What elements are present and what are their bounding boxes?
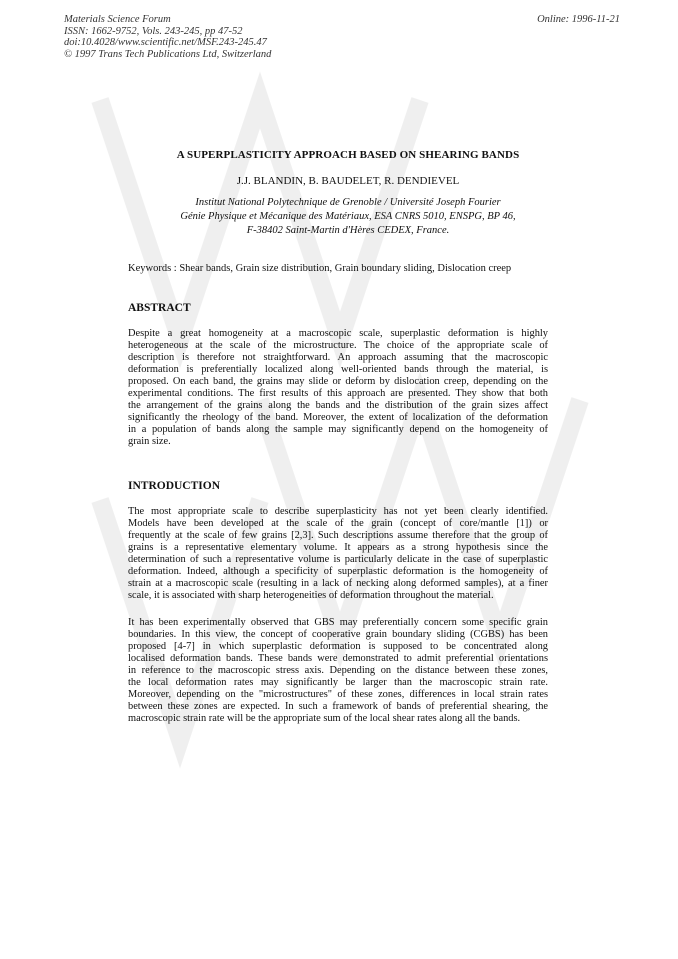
text-line: strain at a macroscopic scale (resulting in a lack of necking along deformed samples), at a finer: [128, 578, 548, 589]
text-line: The most appropriate scale to describe superplasticity has not yet been clearly identified.: [128, 506, 548, 517]
text-line: description is therefore not straightforward. An approach assuming that the macroscopic: [128, 352, 548, 363]
text-line: Despite a great homogeneity at a macroscopic scale, superplastic deformation is highly: [128, 328, 548, 339]
paper-title: A SUPERPLASTICITY APPROACH BASED ON SHEARING BANDS: [176, 149, 520, 161]
text-line: deformation is preferentially localized along well-oriented bands through the material, is: [128, 364, 548, 375]
affiliation-line: F-38402 Saint-Martin d'Hères CEDEX, France.: [246, 225, 450, 236]
online-date: Online: 1996-11-21: [537, 14, 620, 25]
abstract-heading: ABSTRACT: [128, 302, 191, 314]
introduction-paragraph-2: [128, 617, 548, 725]
affiliation: [128, 196, 568, 238]
text-line: the arrangement of the grains along the bands and the distribution of the grain sizes affect: [128, 400, 548, 411]
text-line: macroscopic strain rate will be the appropriate sum of the local shear rates along all the bands.: [128, 713, 521, 724]
text-line: localised deformation bands. These bands were demonstrated to admit preferential orientations: [128, 653, 548, 664]
paper-authors: J.J. BLANDIN, B. BAUDELET, R. DENDIEVEL: [236, 175, 460, 187]
text-line: the local deformation rates may significantly be larger than the macroscopic strain rate.: [128, 677, 548, 688]
journal-name: Materials Science Forum: [64, 14, 171, 25]
text-line: determination of such a representative volume is particularly delicate in the case of superplastic: [128, 554, 548, 565]
text-line: grain size.: [128, 436, 171, 447]
text-line: proposed. On each band, the grains may slide or deform by dislocation creep, depending on the: [128, 376, 548, 387]
text-line: experimental conditions. The first results of this approach are presented. They show that both: [128, 388, 548, 399]
text-line: Models have been developed at the scale of the grain (concept of core/mantle [1]) or: [128, 518, 548, 529]
text-line: deformation. Indeed, although a specificity of superplastic deformation is the homogeneity of: [128, 566, 548, 577]
journal-header: [64, 14, 271, 60]
keywords: Keywords : Shear bands, Grain size distribution, Grain boundary sliding, Dislocation creep: [128, 263, 512, 274]
text-line: grains is a representative elementary volume. It appears as a strong hypothesis since the: [128, 542, 548, 553]
text-line: in reference to the macroscopic stress axis. Depending on the distance between these zones,: [128, 665, 548, 676]
abstract-body: [128, 328, 548, 448]
text-line: It has been experimentally observed that GBS may preferentially concern some specific grain: [128, 617, 548, 628]
text-line: proposed [4-7] in which superplastic deformation is supposed to be concentrated along: [128, 641, 548, 652]
text-line: Moreover, depending on the "microstructures" of these zones, differences in local strain rates: [128, 689, 548, 700]
introduction-heading: INTRODUCTION: [128, 480, 221, 492]
text-line: between these zones are expected. In such a framework of bands of preferential shearing, the: [128, 701, 548, 712]
copyright-line: © 1997 Trans Tech Publications Ltd, Switzerland: [64, 48, 272, 60]
affiliation-line: Institut National Polytechnique de Grenoble / Université Joseph Fourier: [195, 197, 501, 208]
text-line: significantly the rheology of the band. Moreover, the extent of localization of the deformation: [128, 412, 548, 423]
text-line: frequently at the scale of few grains [2,3]. Such descriptions assume therefore that the group of: [128, 530, 548, 541]
introduction-paragraph-1: [128, 506, 548, 602]
text-line: in a population of bands along the sample may significantly depend on the homogeneity of: [128, 424, 548, 435]
doi-line: doi:10.4028/www.scientific.net/MSF.243-245.47: [64, 37, 267, 48]
text-line: heterogeneous at the scale of the microstructure. The choice of the appropriate scale of: [128, 340, 548, 351]
issn-line: ISSN: 1662-9752, Vols. 243-245, pp 47-52: [64, 25, 243, 37]
text-line: boundaries. In this view, the concept of cooperative grain boundary sliding (CGBS) has been: [128, 629, 548, 640]
affiliation-line: Génie Physique et Mécanique des Matériaux, ESA CNRS 5010, ENSPG, BP 46,: [180, 211, 516, 222]
text-line: scale, it is associated with sharp heterogeneities of deformation throughout the material.: [128, 590, 494, 601]
